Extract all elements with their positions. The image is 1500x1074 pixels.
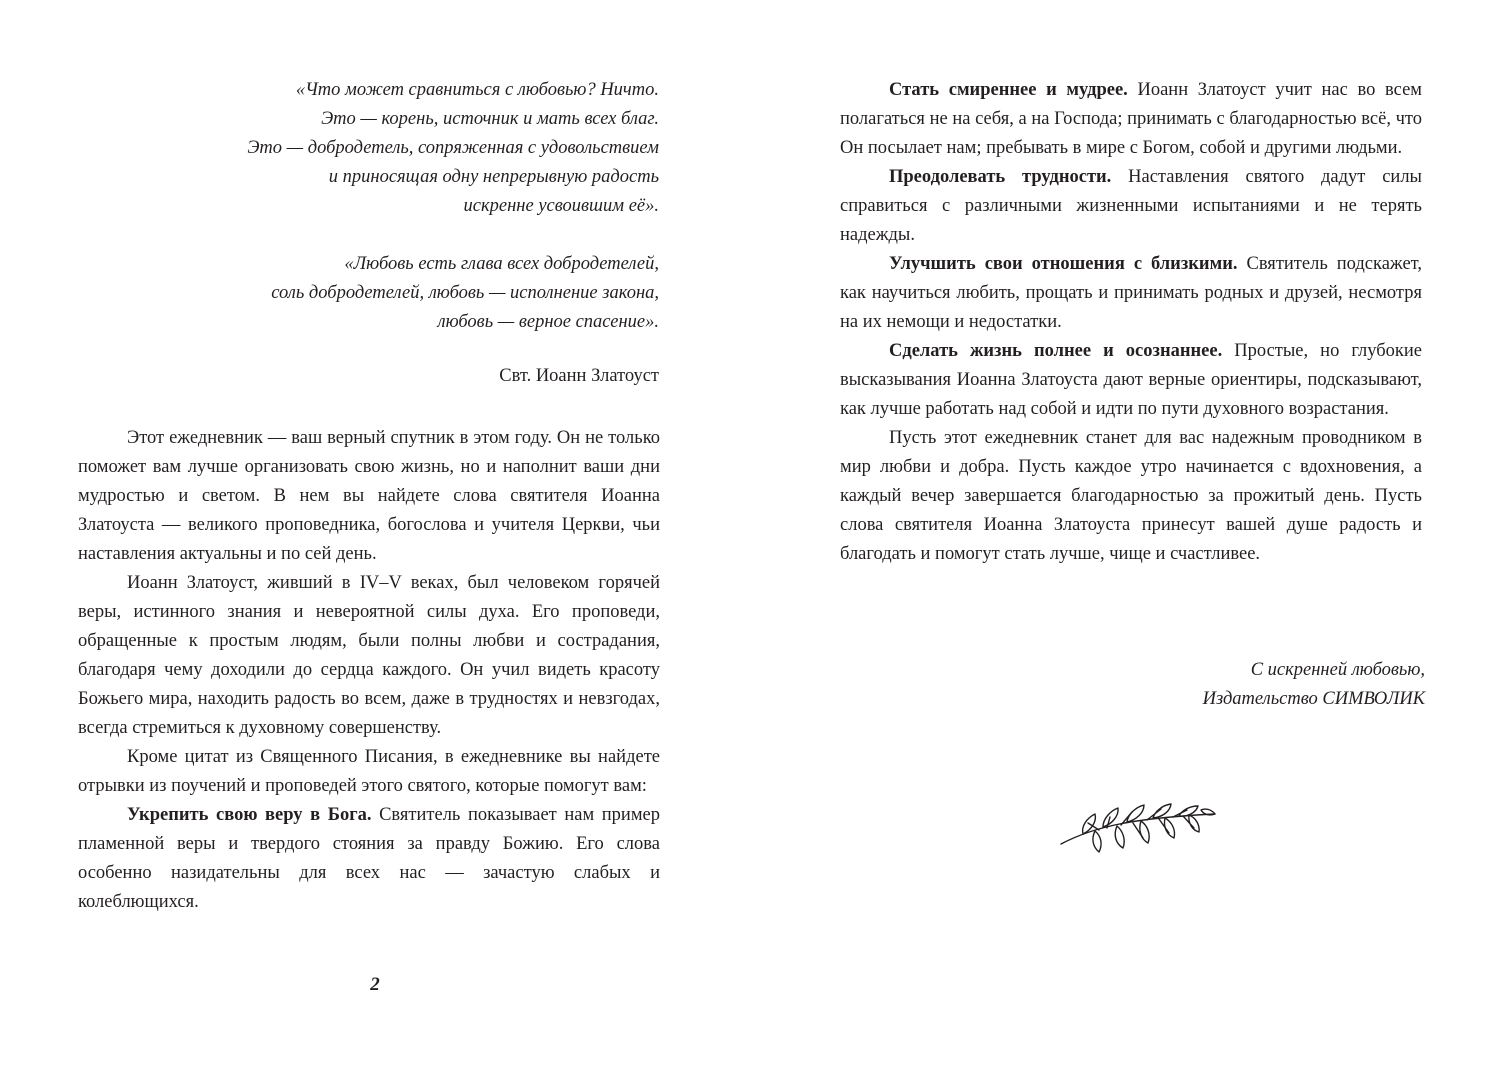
epigraph-line: «Что может сравниться с любовью? Ничто. (295, 80, 659, 100)
point-text: Иоанн Златоуст учит нас во всем полагаться не на себя, а на Господа; принимать с благодарностью всё, что Он посылает нам; пребывать в мире с Богом, собой и другими людьми. (840, 80, 1423, 158)
point-fuller-life (840, 337, 1422, 424)
page-number: 2 (370, 974, 380, 995)
paragraph-contents: Кроме цитат из Священного Писания, в ежедневнике вы найдете отрывки из поучений и проповедей этого святого, которые помогут вам: (78, 747, 660, 796)
epigraph-stanza-1 (78, 76, 659, 221)
point-humility (840, 76, 1422, 163)
closing-signature (840, 656, 1425, 714)
point-text: Святитель подскажет, как научиться любить, прощать и принимать родных и друзей, несмотря на их немощи и недостатки. (840, 254, 1422, 332)
epigraph-line: соль добродетелей, любовь — исполнение закона, (271, 283, 659, 303)
leaf-branch-icon (1055, 800, 1225, 870)
epigraph-line: любовь — верное спасение». (437, 312, 659, 332)
paragraph-wish: Пусть этот ежедневник станет для вас надежным проводником в мир любви и добра. Пусть каждое утро начинается с вдохновения, а каждый вечер завершается благодарностью за прожитый день. Пусть слова святителя Иоанна Златоуста принесут вашей душе радость и благодать и помогут стать лучше, чище и счастливее. (840, 428, 1422, 564)
point-text: Простые, но глубокие высказывания Иоанна Златоуста дают верные ориентиры, подсказывают, как лучше работать над собой и идти по пути духовного возрастания. (840, 341, 1423, 419)
point-text: Святитель показывает нам пример пламенной веры и твердого стояния за правду Божию. Его слова особенно назидательны для всех нас — зачастую слабых и колеблющихся. (78, 805, 660, 912)
right-page (750, 0, 1500, 1074)
epigraph-line: Это — корень, источник и мать всех благ. (321, 109, 659, 129)
point-heading: Укрепить свою веру в Бога. (127, 805, 372, 825)
right-body-text (840, 76, 1422, 569)
paragraph-biography: Иоанн Златоуст, живший в IV–V веках, был человеком горячей веры, истинного знания и невероятной силы духа. Его проповеди, обращенные к простым людям, были полны любви и сострадания, благодаря чему доходили до сердца каждого. Он учил видеть красоту Божьего мира, находить радость во всем, даже в трудностях и невзгодах, всегда стремиться к духовному совершенству. (78, 573, 660, 738)
epigraph (78, 76, 659, 366)
epigraph-attribution: Свт. Иоанн Златоуст (499, 366, 659, 386)
epigraph-line: «Любовь есть глава всех добродетелей, (344, 254, 659, 274)
point-text: Наставления святого дадут силы справиться с различными жизненными испытаниями и не терять надежды. (840, 167, 1422, 245)
left-body-text (78, 424, 660, 917)
point-heading: Сделать жизнь полнее и осознаннее. (889, 341, 1223, 361)
point-heading: Стать смиреннее и мудрее. (889, 80, 1128, 100)
epigraph-line: искренне усвоившим её». (463, 196, 659, 216)
epigraph-line: Это — добродетель, сопряженная с удовольствием (247, 138, 659, 158)
epigraph-stanza-2 (78, 250, 659, 337)
point-overcome-difficulties (840, 163, 1422, 250)
paragraph-intro: Этот ежедневник — ваш верный спутник в этом году. Он не только поможет вам лучше организовать свою жизнь, но и наполнит ваши дни мудростью и светом. В нем вы найдете слова святителя Иоанна Златоуста — великого проповедника, богослова и учителя Церкви, чьи наставления актуальны и по сей день. (78, 428, 660, 564)
point-heading: Преодолевать трудности. (889, 167, 1112, 187)
point-heading: Улучшить свои отношения с близкими. (889, 254, 1238, 274)
closing-line: С искренней любовью, (1250, 660, 1425, 680)
point-strengthen-faith (78, 801, 660, 917)
publisher-name: Издательство СИМВОЛИК (1202, 689, 1425, 709)
point-relationships (840, 250, 1422, 337)
epigraph-line: и приносящая одну непрерывную радость (328, 167, 659, 187)
